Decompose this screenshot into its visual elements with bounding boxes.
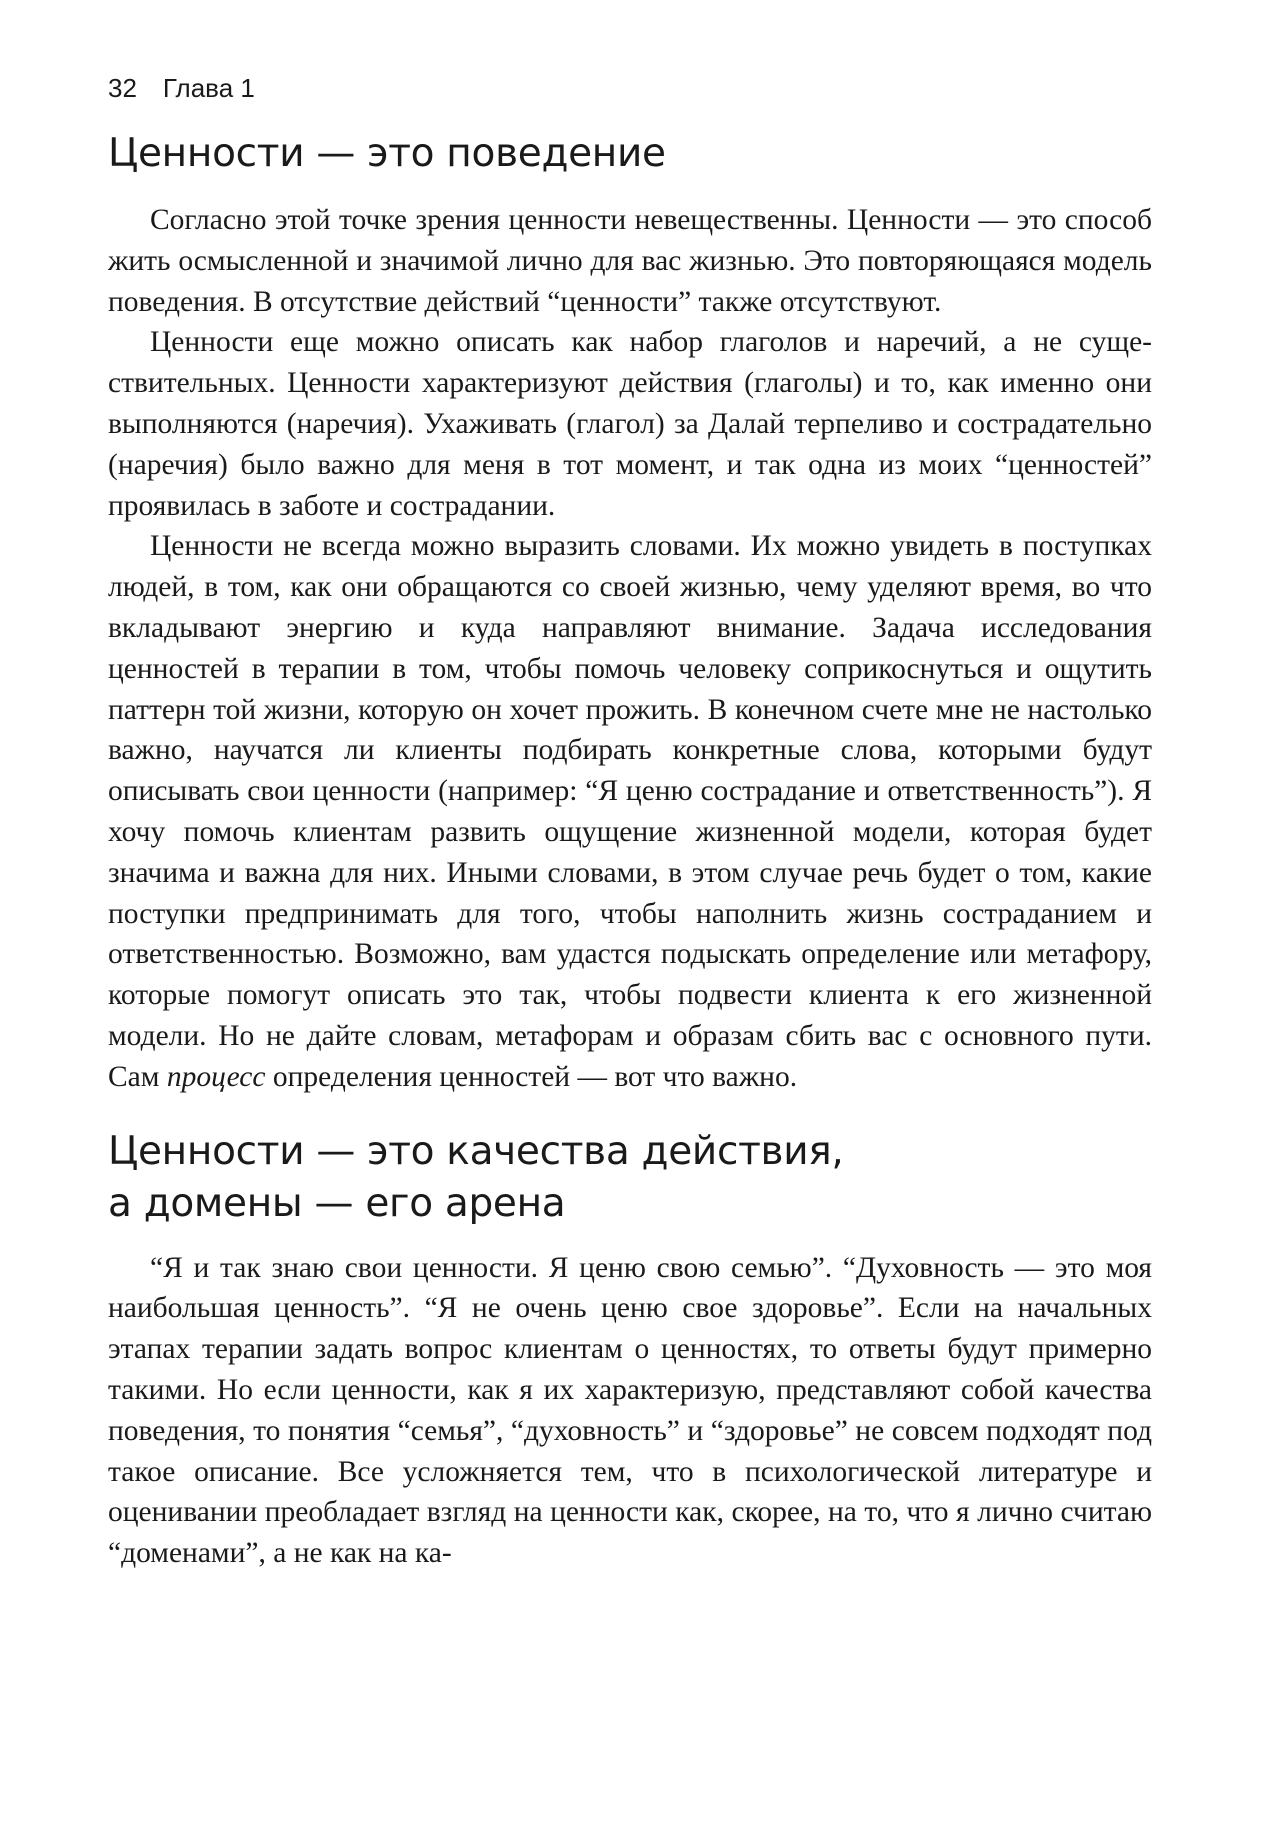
section-heading-behavior: Ценности — это поведение	[108, 131, 666, 176]
section-heading-domains	[108, 1126, 1152, 1230]
paragraph-3-text-end: определения ценностей — вот что важно.	[265, 1060, 798, 1093]
paragraph-3	[108, 526, 1152, 1097]
paragraph-4: “Я и так знаю свои ценности. Я ценю свою семью”. “Духовность — это моя наибольшая ценность”. “Я не очень ценю свое здоровье”. Если на начальных этапах терапии задать вопрос клиентам о ценностях, то ответы будут примерно такими. Но если ценности, как я их характеризую, представляют собой качества поведения, то понятия “семья”, “духовность” и “здоровье” не совсем подходят под такое описание. Все усложняется тем, что в психологической литературе и оценивании преобладает взгляд на ценности как, скорее, на то, что я лично считаю “доменами”, а не как на ка-	[108, 1251, 1152, 1570]
section-heading-domains-line-1: Ценности — это качества действия,	[108, 1128, 844, 1174]
paragraph-3-emphasis: процесс	[166, 1060, 266, 1093]
chapter-label: Глава 1	[162, 73, 255, 103]
paragraph-3-text-start: Ценности не всегда можно выразить словами. Их можно увидеть в поступках людей, в том, как они обращаются со своей жизнью, чему уделяют время, во что вкладывают энергию и куда направляют внимание. Задача исследования ценностей в терапии в том, чтобы помочь человеку соприкоснуться и ощутить паттерн той жизни, которую он хочет прожить. В конечном счете мне не настолько важно, научатся ли клиенты подбирать конкретные слова, которыми будут описывать свои ценности (например: “Я ценю сострадание и ответственность”). Я хочу помочь клиентам развить ощущение жизненной модели, которая будет значима и важна для них. Иными словами, в этом случае речь будет о том, какие поступки предпринимать для того, чтобы наполнить жизнь состраданием и ответственностью. Возможно, вам удастся подыскать определение или метафору, которые помогут описать это так, чтобы подвести клиента к его жизненной модели. Но не дайте словам, метафорам и образам сбить вас с основного пути. Сам	[108, 530, 1152, 1093]
paragraph-1: Согласно этой точке зрения ценности невещественны. Ценности — это способ жить осмысленной и значимой лично для вас жизнью. Это повторяющаяся модель поведения. В отсутствие действий “ценности” также отсутствуют.	[108, 204, 1152, 318]
paragraph-2: Ценности еще можно описать как набор глаголов и наречий, а не существительных. Ценности характеризуют действия (глаголы) и то, как именно они выполняются (наречия). Ухаживать (глагол) за Далай терпеливо и сострадательно (наречия) было важно для меня в тот момент, и так одна из моих “ценностей” проявилась в заботе и сострадании.	[108, 326, 1152, 522]
section-heading-domains-line-2: а домены — его арена	[108, 1180, 566, 1226]
book-page	[108, 70, 1152, 1574]
page-number: 32	[108, 73, 137, 103]
running-head	[108, 70, 1152, 106]
